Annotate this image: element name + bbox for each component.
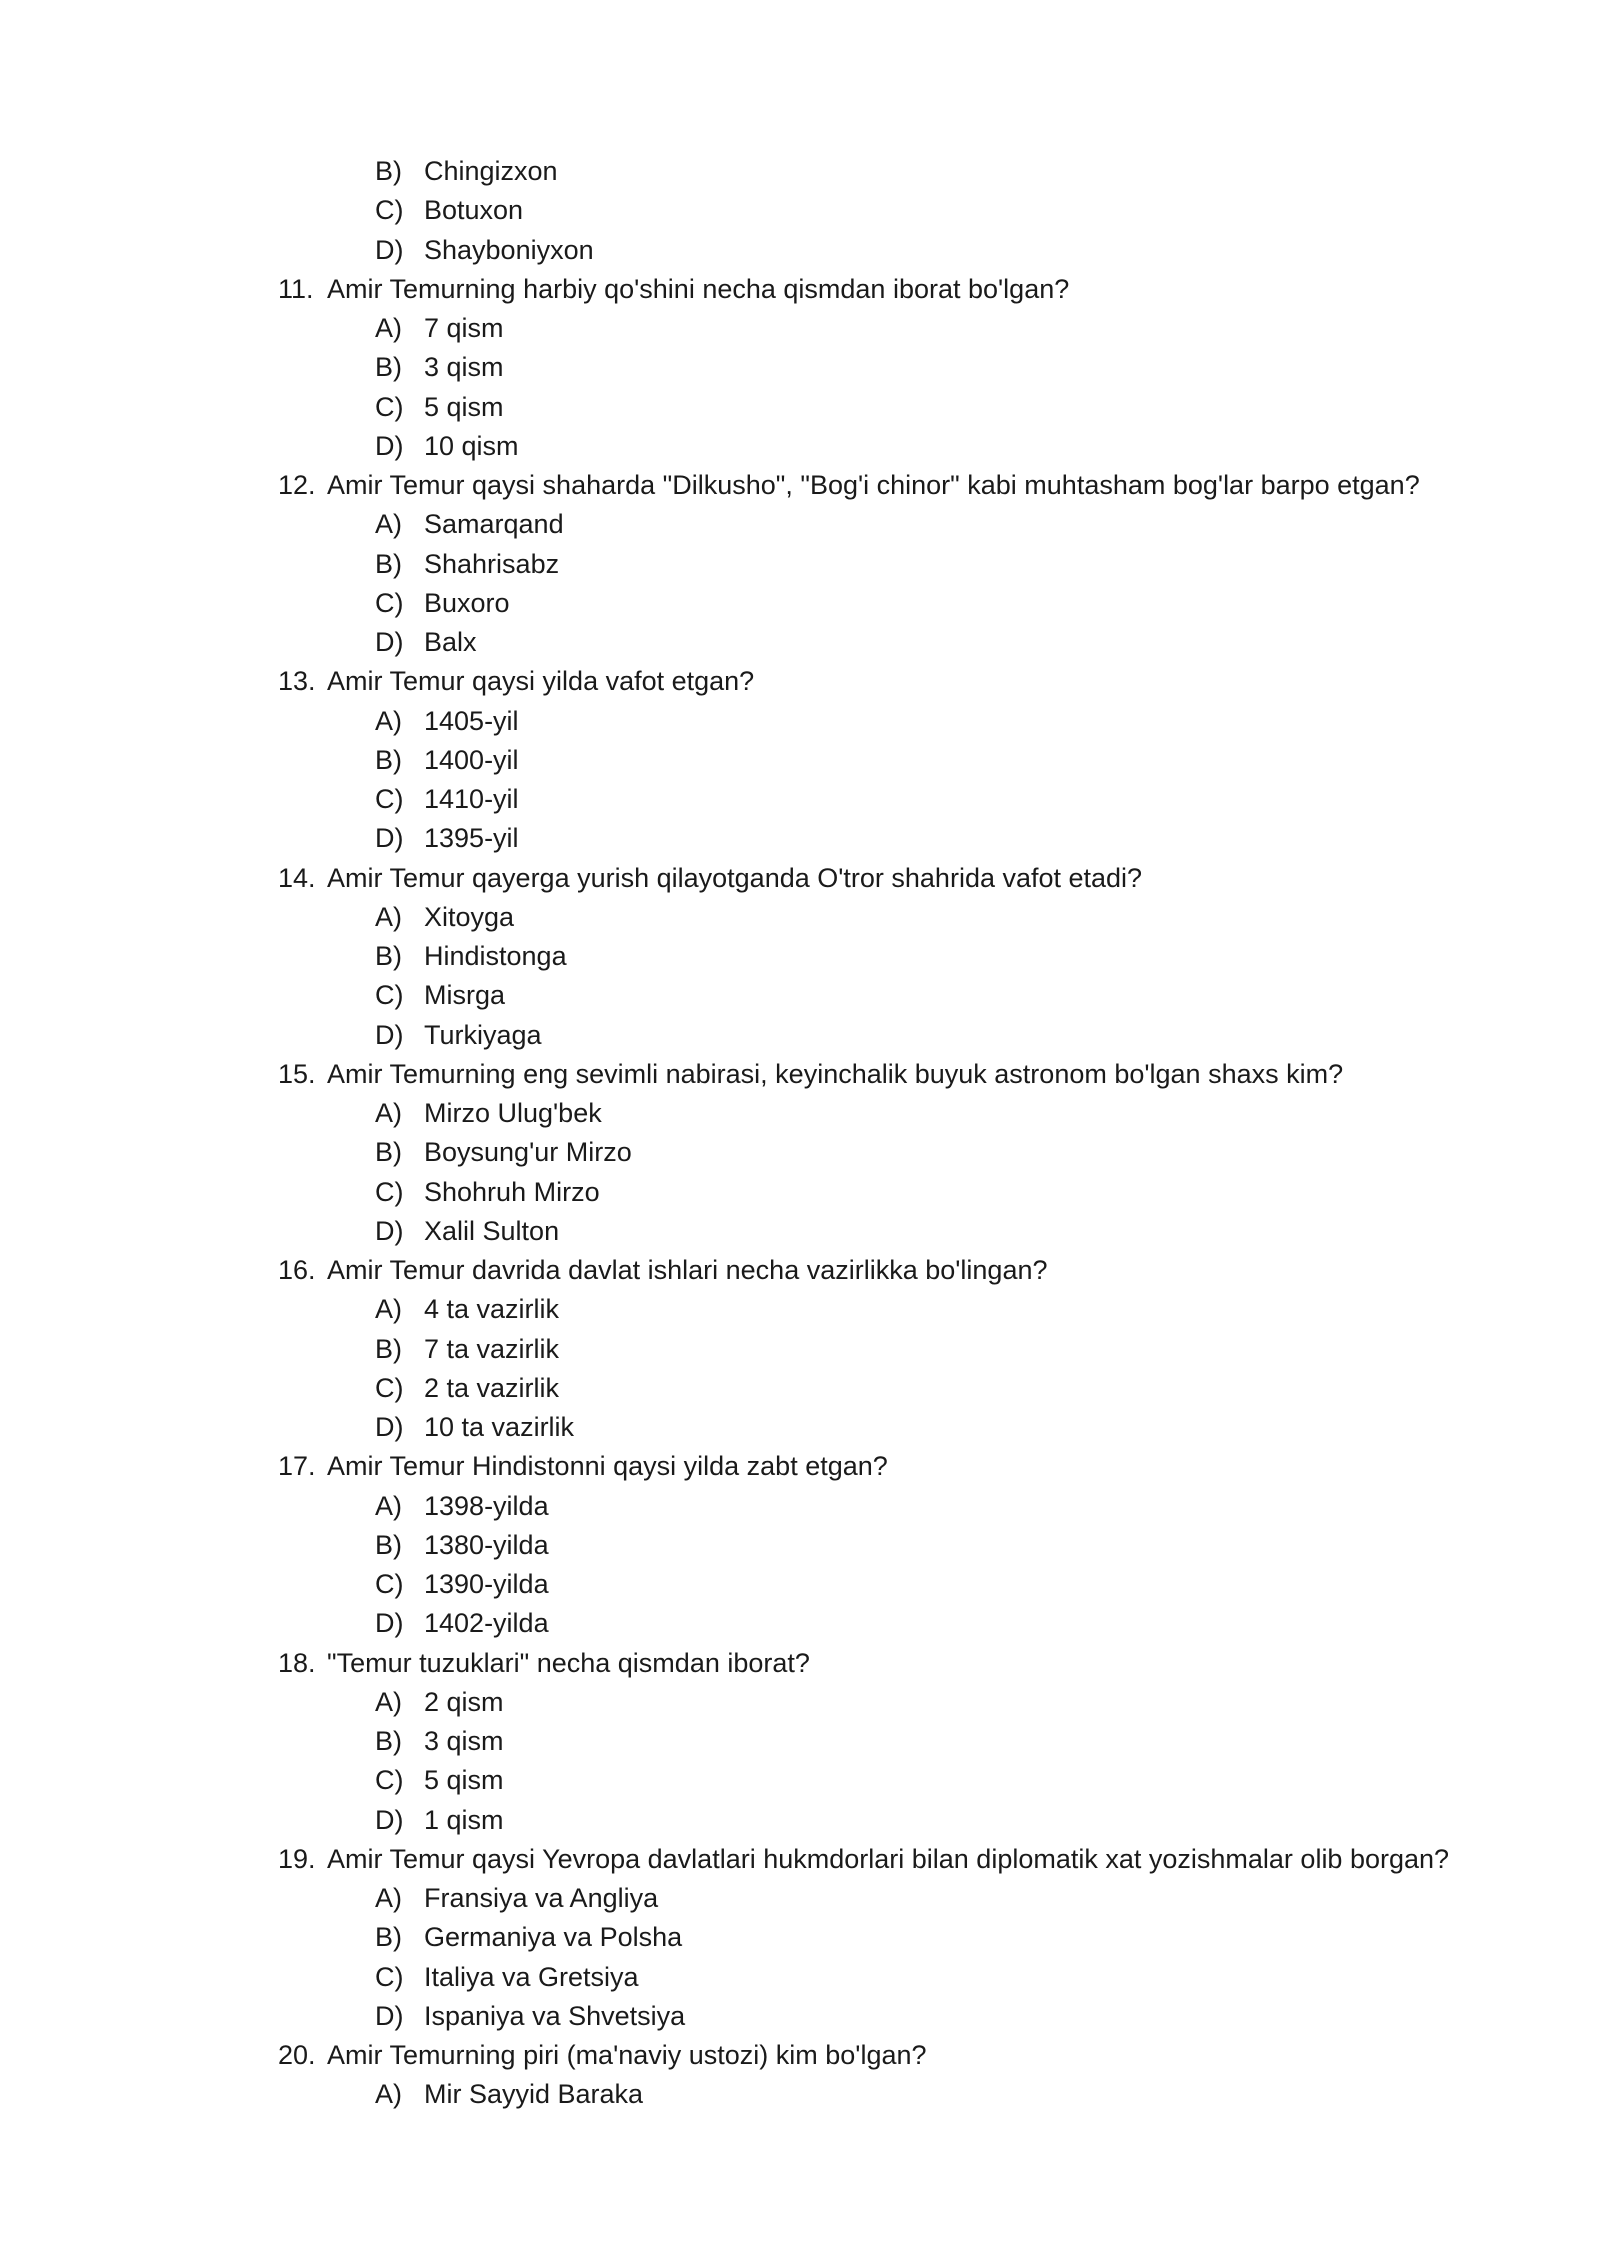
option-text: 1398-yilda — [424, 1490, 549, 1521]
answer-option — [0, 1290, 1600, 1329]
option-label: A) — [375, 1294, 402, 1325]
question-text: Amir Temur qayerga yurish qilayotganda O'tror shahrida vafot etadi? — [327, 862, 1143, 893]
answer-option — [0, 1133, 1600, 1172]
answer-option — [0, 191, 1600, 230]
answer-option — [0, 388, 1600, 427]
option-label: B) — [375, 1726, 402, 1756]
question-text: Amir Temurning piri (ma'naviy ustozi) kim bo'lgan? — [327, 2040, 927, 2070]
question-line — [0, 1251, 1600, 1290]
option-label: C) — [375, 1176, 404, 1207]
answer-option — [0, 1408, 1600, 1447]
question-number: 12. — [278, 470, 316, 500]
option-label: B) — [375, 1922, 402, 1953]
option-label: D) — [375, 1215, 404, 1246]
option-text: Shayboniyxon — [424, 234, 594, 265]
option-label: C) — [375, 1961, 404, 1992]
option-label: D) — [375, 823, 404, 854]
option-text: 1395-yil — [424, 823, 519, 854]
question-number: 18. — [278, 1647, 316, 1678]
option-label: B) — [375, 548, 402, 579]
option-text: Ispaniya va Shvetsiya — [424, 2000, 686, 2031]
answer-option — [0, 937, 1600, 976]
option-label: A) — [375, 313, 402, 343]
question-line — [0, 662, 1600, 701]
question-text: Amir Temur qaysi yilda vafot etgan? — [327, 666, 755, 697]
option-text: Hindistonga — [424, 941, 567, 971]
option-text: 7 qism — [424, 313, 504, 343]
quiz-document — [0, 152, 1600, 2115]
answer-option — [0, 780, 1600, 819]
answer-option — [0, 1958, 1600, 1997]
option-text: 3 qism — [424, 1726, 504, 1756]
option-label: D) — [375, 2000, 404, 2031]
option-text: 10 qism — [424, 430, 519, 461]
answer-option — [0, 1879, 1600, 1918]
option-label: A) — [375, 1883, 402, 1913]
answer-option — [0, 702, 1600, 741]
option-label: A) — [375, 2079, 402, 2110]
option-label: A) — [375, 1098, 402, 1128]
answer-option — [0, 1565, 1600, 1604]
option-text: Shahrisabz — [424, 548, 560, 579]
answer-option — [0, 584, 1600, 623]
option-label: B) — [375, 941, 402, 971]
question-number: 17. — [278, 1451, 316, 1482]
option-text: Shohruh Mirzo — [424, 1176, 600, 1207]
answer-option — [0, 1604, 1600, 1643]
question-text: Amir Temur davrida davlat ishlari necha vazirlikka bo'lingan? — [327, 1255, 1048, 1285]
question-block — [0, 1055, 1600, 1251]
answer-option — [0, 1526, 1600, 1565]
answer-option — [0, 1212, 1600, 1251]
option-text: 2 qism — [424, 1686, 504, 1717]
answer-option — [0, 1761, 1600, 1800]
answer-option — [0, 1487, 1600, 1526]
answer-option — [0, 1016, 1600, 1055]
question-line — [0, 1447, 1600, 1486]
question-line — [0, 270, 1600, 309]
question-block — [0, 1251, 1600, 1447]
answer-option — [0, 1094, 1600, 1133]
option-label: C) — [375, 1765, 404, 1796]
option-text: Turkiyaga — [424, 1019, 542, 1050]
option-text: Germaniya va Polsha — [424, 1922, 683, 1953]
option-text: 5 qism — [424, 391, 504, 422]
question-block — [0, 859, 1600, 1055]
question-number: 20. — [278, 2040, 316, 2070]
question-block — [0, 270, 1600, 466]
option-text: 1402-yilda — [424, 1608, 549, 1639]
option-label: C) — [375, 391, 404, 422]
question-number: 11. — [278, 273, 314, 304]
answer-option — [0, 348, 1600, 387]
question-text: "Temur tuzuklari" necha qismdan iborat? — [327, 1647, 810, 1678]
question-number: 15. — [278, 1058, 316, 1089]
option-label: C) — [375, 980, 404, 1011]
option-label: C) — [375, 195, 404, 226]
option-label: D) — [375, 1608, 404, 1639]
question-number: 16. — [278, 1255, 316, 1285]
option-text: 1 qism — [424, 1804, 504, 1835]
question-line — [0, 2036, 1600, 2075]
option-text: Boysung'ur Mirzo — [424, 1137, 632, 1168]
option-label: D) — [375, 1412, 404, 1442]
option-label: A) — [375, 509, 402, 540]
option-text: 4 ta vazirlik — [424, 1294, 560, 1325]
option-text: 7 ta vazirlik — [424, 1333, 560, 1364]
option-label: C) — [375, 1569, 404, 1599]
question-number: 19. — [278, 1843, 316, 1874]
question-block — [0, 662, 1600, 858]
question-text: Amir Temur qaysi Yevropa davlatlari hukmdorlari bilan diplomatik xat yozishmalar olib borgan? — [327, 1843, 1450, 1874]
option-label: D) — [375, 430, 404, 461]
option-text: 2 ta vazirlik — [424, 1372, 560, 1403]
option-text: 1400-yil — [424, 744, 519, 775]
option-text: Mirzo Ulug'bek — [424, 1098, 602, 1128]
option-text: Fransiya va Angliya — [424, 1883, 659, 1913]
answer-option — [0, 545, 1600, 584]
answer-option — [0, 741, 1600, 780]
option-text: Chingizxon — [424, 156, 558, 186]
option-text: Xalil Sulton — [424, 1215, 560, 1246]
answer-option — [0, 1997, 1600, 2036]
option-text: 1380-yilda — [424, 1529, 549, 1560]
option-label: D) — [375, 627, 404, 657]
option-label: D) — [375, 234, 404, 265]
option-text: 10 ta vazirlik — [424, 1412, 575, 1442]
question-block — [0, 1447, 1600, 1643]
answer-option — [0, 623, 1600, 662]
answer-option — [0, 819, 1600, 858]
option-text: Balx — [424, 627, 477, 657]
question-text: Amir Temur Hindistonni qaysi yilda zabt etgan? — [327, 1451, 888, 1482]
answer-option — [0, 1369, 1600, 1408]
answer-option — [0, 898, 1600, 937]
question-line — [0, 859, 1600, 898]
question-number: 14. — [278, 862, 316, 893]
option-label: B) — [375, 1529, 402, 1560]
option-text: Mir Sayyid Baraka — [424, 2079, 644, 2110]
option-text: 1405-yil — [424, 705, 519, 736]
question-line — [0, 1644, 1600, 1683]
answer-option — [0, 427, 1600, 466]
answer-option — [0, 505, 1600, 544]
option-text: 1410-yil — [424, 784, 519, 814]
option-label: D) — [375, 1019, 404, 1050]
question-block — [0, 1644, 1600, 1840]
option-label: C) — [375, 1372, 404, 1403]
answer-option — [0, 152, 1600, 191]
option-text: Buxoro — [424, 587, 510, 618]
answer-option — [0, 1918, 1600, 1957]
question-number: 13. — [278, 666, 316, 697]
option-label: A) — [375, 901, 402, 932]
option-label: C) — [375, 784, 404, 814]
option-label: A) — [375, 1686, 402, 1717]
answer-option — [0, 1173, 1600, 1212]
option-text: 1390-yilda — [424, 1569, 549, 1599]
option-text: Samarqand — [424, 509, 564, 540]
question-list — [0, 270, 1600, 2115]
option-text: Botuxon — [424, 195, 524, 226]
answer-option — [0, 1722, 1600, 1761]
answer-option — [0, 2075, 1600, 2114]
answer-option — [0, 231, 1600, 270]
option-text: Italiya va Gretsiya — [424, 1961, 639, 1992]
option-label: B) — [375, 352, 402, 383]
answer-option — [0, 309, 1600, 348]
option-text: 3 qism — [424, 352, 504, 383]
question-line — [0, 466, 1600, 505]
option-label: B) — [375, 156, 402, 186]
option-label: A) — [375, 705, 402, 736]
answer-option — [0, 1683, 1600, 1722]
question-block — [0, 1840, 1600, 2036]
question-line — [0, 1840, 1600, 1879]
option-label: A) — [375, 1490, 402, 1521]
question-text: Amir Temurning harbiy qo'shini necha qismdan iborat bo'lgan? — [327, 273, 1070, 304]
question-text: Amir Temur qaysi shaharda "Dilkusho", "Bog'i chinor" kabi muhtasham bog'lar barpo etgan? — [327, 470, 1420, 500]
question-line — [0, 1055, 1600, 1094]
option-label: D) — [375, 1804, 404, 1835]
question-block — [0, 2036, 1600, 2115]
question-block — [0, 466, 1600, 662]
option-label: C) — [375, 587, 404, 618]
option-text: Misrga — [424, 980, 506, 1011]
question-text: Amir Temurning eng sevimli nabirasi, keyinchalik buyuk astronom bo'lgan shaxs kim? — [327, 1058, 1344, 1089]
option-label: B) — [375, 744, 402, 775]
option-label: B) — [375, 1333, 402, 1364]
answer-option — [0, 1330, 1600, 1369]
continued-options — [0, 152, 1600, 270]
option-text: Xitoyga — [424, 901, 515, 932]
answer-option — [0, 1801, 1600, 1840]
answer-option — [0, 976, 1600, 1015]
option-label: B) — [375, 1137, 402, 1168]
option-text: 5 qism — [424, 1765, 504, 1796]
